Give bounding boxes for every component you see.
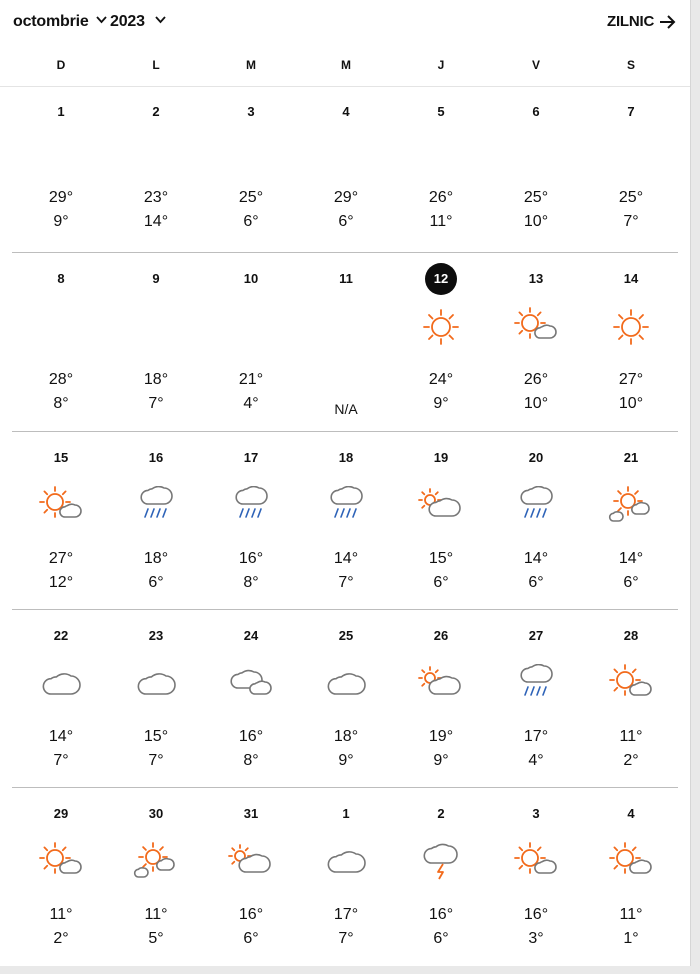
day-number: 29 [53, 806, 69, 821]
day-cell[interactable] [204, 432, 298, 610]
day-cell[interactable] [299, 86, 393, 252]
day-number: 2 [437, 806, 445, 821]
high-temp: 23° [143, 189, 169, 206]
sun-cloud-icon [607, 664, 655, 704]
sun-cloud-icon [512, 307, 560, 347]
day-cell[interactable] [14, 86, 108, 252]
day-cell[interactable] [109, 432, 203, 610]
low-temp: 8° [243, 574, 259, 591]
day-number: 26 [433, 628, 449, 643]
weekday-label: S [626, 58, 635, 72]
high-temp: 14° [48, 728, 74, 745]
low-temp: 7° [148, 395, 164, 412]
rain-icon [512, 486, 560, 526]
week-row [12, 609, 678, 788]
day-number: 23 [148, 628, 164, 643]
day-cell[interactable] [14, 253, 108, 432]
high-temp: 14° [618, 550, 644, 567]
high-temp: 18° [333, 728, 359, 745]
low-temp: 10° [523, 395, 549, 412]
weekday-label: M [341, 58, 351, 72]
day-number: 8 [57, 271, 65, 286]
weekday-label: M [246, 58, 256, 72]
high-temp: 11° [619, 728, 643, 745]
day-number: 31 [243, 806, 259, 821]
no-data-label: N/A [334, 401, 358, 417]
sun-clouds-icon [607, 486, 655, 526]
low-temp: 7° [53, 752, 69, 769]
low-temp: 6° [148, 574, 164, 591]
day-cell[interactable] [489, 610, 583, 788]
day-cell[interactable] [204, 788, 298, 966]
sun-cloud-icon [37, 842, 85, 882]
high-temp: 17° [333, 906, 359, 923]
low-temp: 7° [148, 752, 164, 769]
high-temp: 14° [333, 550, 359, 567]
day-cell[interactable] [299, 788, 393, 966]
day-cell[interactable] [109, 86, 203, 252]
high-temp: 16° [238, 550, 264, 567]
low-temp: 5° [148, 930, 164, 947]
week-row [12, 431, 678, 610]
weekday-label: L [152, 58, 160, 72]
high-temp: 26° [428, 189, 454, 206]
low-temp: 3° [528, 930, 544, 947]
day-cell[interactable] [394, 432, 488, 610]
year-selector[interactable]: 2023 [110, 13, 145, 30]
low-temp: 9° [53, 213, 69, 230]
cloud-icon [132, 664, 180, 704]
low-temp: 4° [243, 395, 259, 412]
week-row [12, 86, 678, 252]
high-temp: 25° [238, 189, 264, 206]
low-temp: 8° [53, 395, 69, 412]
low-temp: 10° [618, 395, 644, 412]
sun-icon [607, 307, 655, 347]
high-temp: 27° [618, 371, 644, 388]
low-temp: 6° [528, 574, 544, 591]
day-cell[interactable] [204, 86, 298, 252]
high-temp: 25° [618, 189, 644, 206]
high-temp: 15° [428, 550, 454, 567]
day-cell[interactable] [394, 610, 488, 788]
low-temp: 1° [623, 930, 639, 947]
high-temp: 14° [523, 550, 549, 567]
high-temp: 16° [238, 906, 264, 923]
day-cell[interactable] [109, 253, 203, 432]
chevron-down-icon[interactable] [96, 15, 107, 24]
high-temp: 11° [144, 906, 168, 923]
low-temp: 6° [243, 930, 259, 947]
day-number: 15 [53, 450, 69, 465]
day-number: 11 [339, 271, 353, 286]
day-number: 1 [342, 806, 350, 821]
low-temp: 14° [143, 213, 169, 230]
high-temp: 16° [238, 728, 264, 745]
day-number: 4 [342, 104, 350, 119]
weekday-label: J [437, 58, 445, 72]
rain-icon [512, 664, 560, 704]
low-temp: 10° [523, 213, 549, 230]
day-number: 7 [627, 104, 635, 119]
low-temp: 11° [429, 213, 453, 230]
low-temp: 7° [623, 213, 639, 230]
high-temp: 24° [428, 371, 454, 388]
rain-icon [227, 486, 275, 526]
low-temp: 9° [433, 752, 449, 769]
day-number: 14 [623, 271, 639, 286]
low-temp: 6° [433, 574, 449, 591]
sun-cloud-icon [512, 842, 560, 882]
sun-cloud-icon [37, 486, 85, 526]
day-number: 3 [532, 806, 540, 821]
day-cell[interactable] [14, 788, 108, 966]
low-temp: 7° [338, 574, 354, 591]
high-temp: 16° [428, 906, 454, 923]
high-temp: 26° [523, 371, 549, 388]
low-temp: 6° [433, 930, 449, 947]
partly-cloudy-icon [417, 664, 465, 704]
sun-cloud-icon [607, 842, 655, 882]
day-cell[interactable] [299, 253, 393, 432]
day-number: 22 [53, 628, 69, 643]
day-cell[interactable] [489, 432, 583, 610]
day-number: 1 [57, 104, 65, 119]
day-number: 24 [243, 628, 259, 643]
low-temp: 6° [243, 213, 259, 230]
day-cell[interactable] [109, 610, 203, 788]
day-number: 25 [338, 628, 354, 643]
high-temp: 11° [619, 906, 643, 923]
today-marker: 12 [425, 263, 457, 295]
partly-cloudy-icon [417, 486, 465, 526]
weekday-label: V [531, 58, 540, 72]
day-cell[interactable] [584, 86, 678, 252]
high-temp: 25° [523, 189, 549, 206]
day-number: 4 [627, 806, 635, 821]
day-cell[interactable] [584, 788, 678, 966]
day-cell[interactable] [14, 610, 108, 788]
day-cell[interactable] [489, 86, 583, 252]
month-selector[interactable]: octombrie [13, 13, 89, 30]
day-cell[interactable] [489, 788, 583, 966]
low-temp: 7° [338, 930, 354, 947]
calendar-header [0, 0, 690, 46]
day-cell[interactable] [394, 253, 488, 432]
thunder-icon [417, 842, 465, 882]
day-number: 19 [433, 450, 449, 465]
low-temp: 8° [243, 752, 259, 769]
day-number: 9 [152, 271, 160, 286]
low-temp: 4° [528, 752, 544, 769]
rain-icon [132, 486, 180, 526]
day-number: 28 [623, 628, 639, 643]
day-cell[interactable] [394, 788, 488, 966]
high-temp: 16° [523, 906, 549, 923]
arrow-right-icon[interactable] [659, 14, 677, 30]
day-cell[interactable] [584, 432, 678, 610]
rain-icon [322, 486, 370, 526]
day-cell[interactable] [394, 86, 488, 252]
day-cell[interactable] [299, 432, 393, 610]
high-temp: 11° [49, 906, 73, 923]
chevron-down-icon[interactable] [155, 15, 166, 24]
day-number: 2 [152, 104, 160, 119]
day-number: 27 [528, 628, 544, 643]
week-row [12, 252, 678, 432]
sun-icon [417, 307, 465, 347]
high-temp: 15° [143, 728, 169, 745]
high-temp: 29° [333, 189, 359, 206]
low-temp: 9° [338, 752, 354, 769]
high-temp: 17° [523, 728, 549, 745]
week-row [12, 787, 678, 966]
day-number: 18 [338, 450, 354, 465]
high-temp: 27° [48, 550, 74, 567]
day-number: 20 [528, 450, 544, 465]
weekday-label: D [56, 58, 66, 72]
low-temp: 2° [623, 752, 639, 769]
day-number: 10 [243, 271, 259, 286]
sun-clouds-icon [132, 842, 180, 882]
day-cell[interactable] [109, 788, 203, 966]
high-temp: 28° [48, 371, 74, 388]
high-temp: 18° [143, 371, 169, 388]
day-cell[interactable] [489, 253, 583, 432]
day-number: 30 [148, 806, 164, 821]
day-cell[interactable] [584, 610, 678, 788]
day-cell[interactable] [584, 253, 678, 432]
high-temp: 19° [428, 728, 454, 745]
day-number: 5 [437, 104, 445, 119]
low-temp: 9° [433, 395, 449, 412]
high-temp: 29° [48, 189, 74, 206]
weekday-header [0, 52, 690, 87]
cloud-icon [322, 842, 370, 882]
low-temp: 2° [53, 930, 69, 947]
day-number: 6 [532, 104, 540, 119]
two-clouds-icon [227, 664, 275, 704]
partly-cloudy-icon [227, 842, 275, 882]
low-temp: 6° [623, 574, 639, 591]
cloud-icon [322, 664, 370, 704]
day-number: 21 [623, 450, 639, 465]
high-temp: 18° [143, 550, 169, 567]
daily-view-link[interactable]: ZILNIC [607, 13, 655, 30]
day-cell[interactable] [204, 610, 298, 788]
low-temp: 12° [48, 574, 74, 591]
day-number: 3 [247, 104, 255, 119]
day-number: 13 [528, 271, 544, 286]
day-cell[interactable] [204, 253, 298, 432]
day-cell[interactable] [299, 610, 393, 788]
day-cell[interactable] [14, 432, 108, 610]
day-number: 17 [243, 450, 259, 465]
day-number: 16 [148, 450, 164, 465]
low-temp: 6° [338, 213, 354, 230]
high-temp: 21° [238, 371, 264, 388]
cloud-icon [37, 664, 85, 704]
